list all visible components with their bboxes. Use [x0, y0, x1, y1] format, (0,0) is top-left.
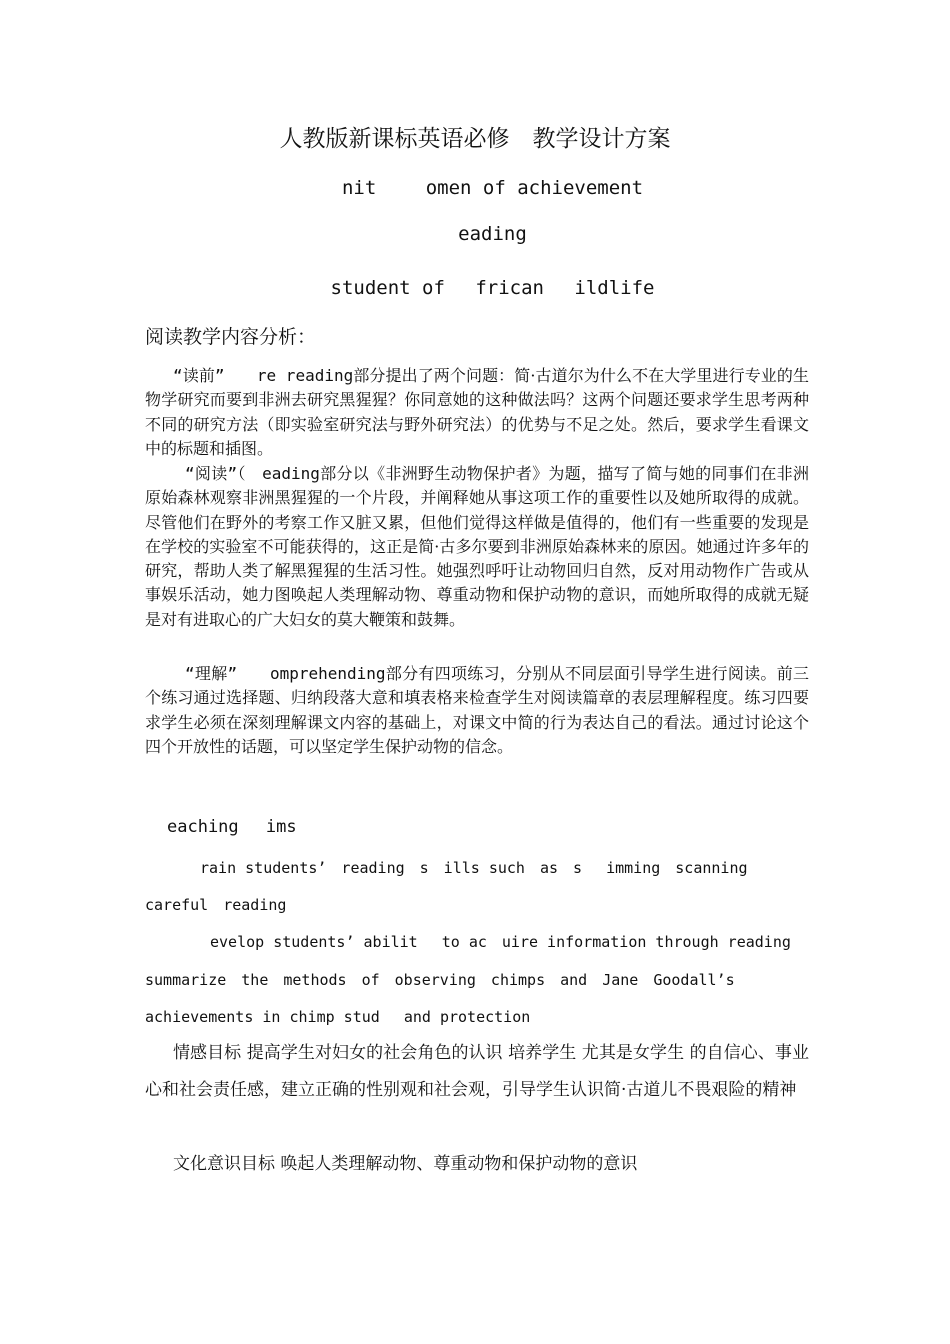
- aim-2-line-3: achievements in chimp stud and protection: [145, 1008, 531, 1026]
- document-title: 人教版新课标英语必修 教学设计方案: [279, 126, 671, 152]
- unit-title: nit omen of achievement: [341, 177, 644, 199]
- section-title: eading: [458, 223, 527, 245]
- pre-reading-text: 部分提出了两个问题：简·古道尔为什么不在大学里进行专业的生物学研究而要到非洲去研究黑猩猩？你同意她的这种做法吗？这两个问题还要求学生思考两种不同的研究方法（即实验室研究法与野外研究法）的优势与不足之处。然后，要求学生看课文中的标题和插图。: [145, 366, 809, 458]
- teaching-aims-heading: eaching ims: [167, 817, 297, 837]
- reading-text: 部分以《非洲野生动物保护者》为题，描写了简与她的同事们在非洲原始森林观察非洲黑猩猩的一个片段，并阐释她从事这项工作的重要性以及她所取得的成就。尽管他们在野外的考察工作又脏又累，但他们觉得这样做是值得的，他们有一些重要的发现是在学校的实验室不可能获得的，这正是简·古多尔要到非洲原始森林来的原因。她通过许多年的研究，帮助人类了解黑猩猩的生活习性。她强烈呼吁让动物回归自然，反对用动物作广告或从事娱乐活动，她力图唤起人类理解动物、尊重动物和保护动物的意识，而她所取得的成就无疑是对有进取心的广大妇女的莫大鞭策和鼓舞。: [145, 464, 809, 629]
- comprehending-label: “理解” omprehending: [185, 664, 386, 683]
- analysis-heading: 阅读教学内容分析：: [145, 326, 317, 348]
- pre-reading-label: “读前” re reading: [173, 366, 354, 385]
- paragraph-comprehending: [145, 662, 809, 759]
- emotional-goal: 情感目标 提高学生对妇女的社会角色的认识 培养学生 尤其是女学生 的自信心、事业心和社会责任感，建立正确的性别观和社会观，引导学生认识简·古道儿不畏艰险的精神: [145, 1043, 809, 1100]
- paragraph-reading: [145, 462, 809, 632]
- cultural-awareness-goal: 文化意识目标 唤起人类理解动物、尊重动物和保护动物的意识: [173, 1154, 638, 1174]
- paragraph-pre-reading: [145, 364, 809, 461]
- aim-1-line-2: careful reading: [145, 896, 287, 914]
- comprehending-text: 部分有四项练习，分别从不同层面引导学生进行阅读。前三个练习通过选择题、归纳段落大意和填表格来检查学生对阅读篇章的表层理解程度。练习四要求学生必须在深刻理解课文内容的基础上，对课文中简的行为表达自己的看法。通过讨论这个四个开放性的话题，可以坚定学生保护动物的信念。: [145, 664, 809, 756]
- aim-1-line-1: rain students’ reading s ills such as s imming scanning: [200, 859, 748, 877]
- reading-label: “阅读”（ eading: [185, 464, 320, 483]
- lesson-title: student of frican ildlife: [330, 277, 655, 299]
- aim-2-line-2: summarize the methods of observing chimps and Jane Goodall’s: [145, 971, 735, 989]
- aim-2-line-1: evelop students’ abilit to ac uire information through reading: [210, 933, 791, 951]
